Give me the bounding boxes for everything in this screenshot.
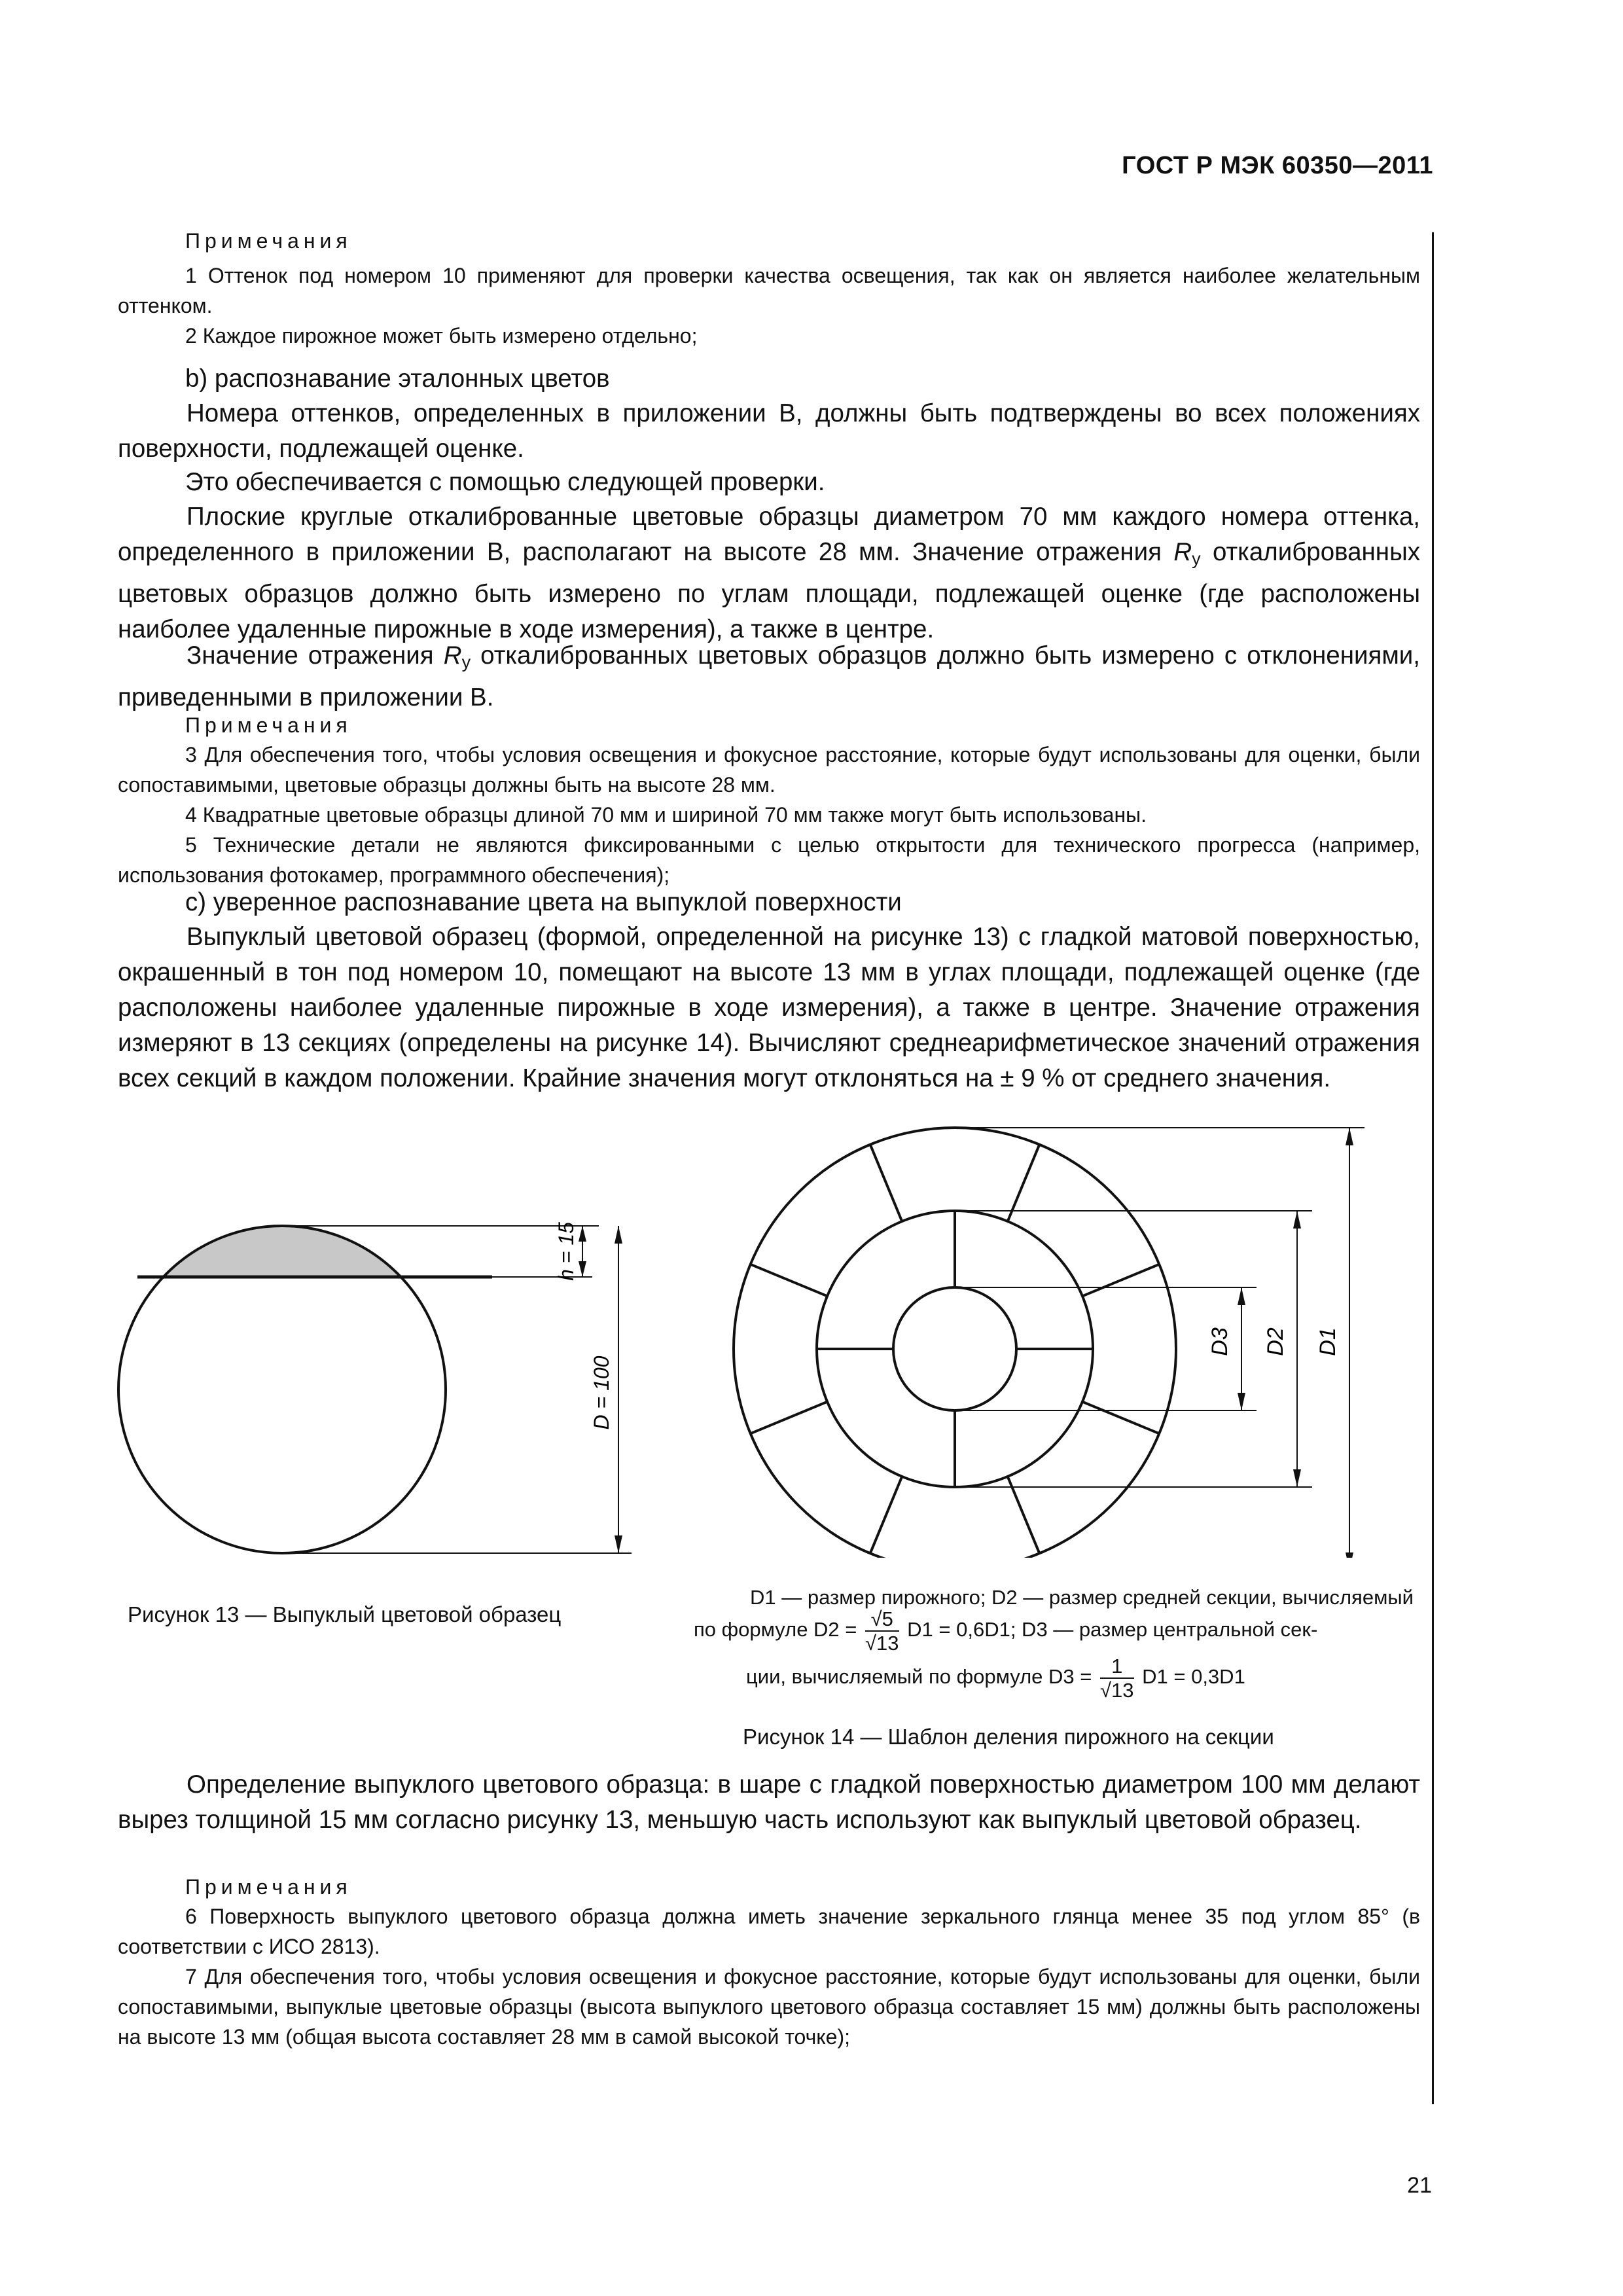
note-3: 3 Для обеспечения того, чтобы условия освещения и фокусное расстояние, которые будут использованы для оценки, были сопоставимыми, цветовые образцы должны быть на высоте 28 мм.	[118, 743, 1420, 797]
figure-14-caption: Рисунок 14 — Шаблон деления пирожного на секции	[743, 1725, 1274, 1749]
convex-segment-shading	[118, 1226, 446, 1553]
outer-ring-divider	[870, 1477, 902, 1553]
section-dividers	[751, 1145, 1160, 1554]
outer-ring-divider	[751, 1265, 827, 1297]
section-c-para-1: Выпуклый цветовой образец (формой, определенной на рисунке 13) с гладкой матовой поверхностью, окрашенный в тон под номером 10, помещают на высоте 13 мм в углах площади, подлежащей оценке (где расположены наиболее удаленные пирожные в ходе измерения), а также в центре. Значение отражения измеряют в 13 секциях (определены на рисунке 14). Вычисляют среднеарифметическое значений отражения всех секций в каждом положении. Крайние значения могут отклоняться на ± 9 % от среднего значения.	[118, 923, 1420, 1092]
outer-ring-divider	[1082, 1265, 1159, 1297]
figure-14-legend-line-3: ции, вычисляемый по формуле D3 = $\frac{1}{√13}$ D1 = 0,3D1	[746, 1655, 1245, 1702]
figure-13-convex-sample	[105, 1152, 668, 1610]
label-h: h = 15	[554, 1222, 578, 1281]
arrow-D1-bottom	[1346, 1552, 1353, 1558]
arrow-h-top	[579, 1226, 586, 1242]
figure-13-caption: Рисунок 13 — Выпуклый цветовой образец	[128, 1602, 562, 1626]
standard-header: ГОСТ Р МЭК 60350—2011	[1122, 152, 1433, 179]
arrow-D2-bottom	[1293, 1469, 1301, 1487]
section-b-para-3: Плоские круглые откалиброванные цветовые образцы диаметром 70 мм каждого номера оттенка, определенного в приложении В, располагают на высоте 28 мм. Значение отражения $R_y$ откалиброванных цветовых образцов должно быть измерено по углам площади, подлежащей оценке (где расположены наиболее удаленные пирожные в ходе измерения), а также в центре.	[118, 503, 1420, 643]
arrow-D3-top	[1238, 1287, 1245, 1305]
note-6: 6 Поверхность выпуклого цветового образца должна иметь значение зеркального глянца менее 35 под углом 85° (в соответствии с ИСО 2813).	[118, 1905, 1420, 1958]
inner-circle-D3	[893, 1287, 1016, 1410]
convex-sample-definition: Определение выпуклого цветового образца: в шаре с гладкой поверхностью диаметром 100 мм делают вырез толщиной 15 мм согласно рисунку 13, меньшую часть используют как выпуклый цветовой образец.	[118, 1770, 1420, 1834]
fraction-sqrt5-sqrt13: $\frac{√5}{√13}$	[865, 1607, 899, 1655]
note-4: 4 Квадратные цветовые образцы длиной 70 мм и шириной 70 мм также могут быть использованы.	[185, 803, 1147, 827]
page-number: 21	[1407, 2173, 1432, 2198]
label-D3: D3	[1207, 1327, 1232, 1356]
change-bar	[1432, 232, 1434, 2104]
section-c-title: c) уверенное распознавание цвета на выпуклой поверхности	[185, 888, 902, 916]
figure-14-legend-line-1: D1 — размер пирожного; D2 — размер средней секции, вычисляемый	[750, 1586, 1414, 1609]
arrow-D-top	[615, 1226, 622, 1244]
outer-circle-D1	[734, 1128, 1176, 1558]
section-b-para-1: Номера оттенков, определенных в приложении В, должны быть подтверждены во всех положениях поверхности, подлежащей оценке.	[118, 399, 1420, 463]
section-b-title: b) распознавание эталонных цветов	[185, 365, 610, 393]
label-D1: D1	[1315, 1327, 1340, 1356]
note-5: 5 Технические детали не являются фиксированными с целью открытости для технического прогресса (например, использования фотокамер, программного обеспечения);	[118, 833, 1420, 887]
note-7: 7 Для обеспечения того, чтобы условия освещения и фокусное расстояние, которые будут использованы для оценки, были сопоставимыми, выпуклые цветовые образцы (высота выпуклого цветового образца составляет 15 мм) должны быть расположены на высоте 13 мм (общая высота составляет 28 мм в самой высокой точке);	[118, 1965, 1420, 2049]
arrow-h-bottom	[579, 1261, 586, 1277]
section-b-para-2: Это обеспечивается с помощью следующей проверки.	[185, 468, 825, 496]
fraction-1-sqrt13: $\frac{1}{√13}$	[1100, 1655, 1134, 1702]
outer-ring-divider	[1082, 1402, 1159, 1434]
notes-heading-3: Примечания	[185, 1875, 352, 1899]
outer-ring-divider	[751, 1402, 827, 1434]
outer-ring-divider	[1008, 1477, 1040, 1553]
label-D2: D2	[1263, 1327, 1288, 1356]
outer-ring-divider	[870, 1145, 902, 1221]
arrow-D1-top	[1346, 1128, 1353, 1145]
notes-heading-1: Примечания	[185, 229, 352, 253]
outer-ring-divider	[1008, 1145, 1040, 1221]
section-b-para-4: Значение отражения $R_y$ откалиброванных цветовых образцов должно быть измерено с отклонениями, приведенными в приложении В.	[118, 641, 1420, 711]
figure-14-division-template	[700, 1113, 1427, 1558]
figure-14-legend-line-2: по формуле D2 = $\frac{√5}{√13}$ D1 = 0,6D1; D3 — размер центральной сек-	[694, 1607, 1318, 1655]
note-2: 2 Каждое пирожное может быть измерено отдельно;	[185, 324, 698, 348]
label-D: D = 100	[590, 1355, 613, 1430]
arrow-D-bottom	[615, 1535, 622, 1553]
notes-heading-2: Примечания	[185, 713, 352, 737]
note-1: 1 Оттенок под номером 10 применяют для проверки качества освещения, так как он является наиболее желательным оттенком.	[118, 264, 1420, 317]
arrow-D3-bottom	[1238, 1393, 1245, 1410]
arrow-D2-top	[1293, 1211, 1301, 1229]
